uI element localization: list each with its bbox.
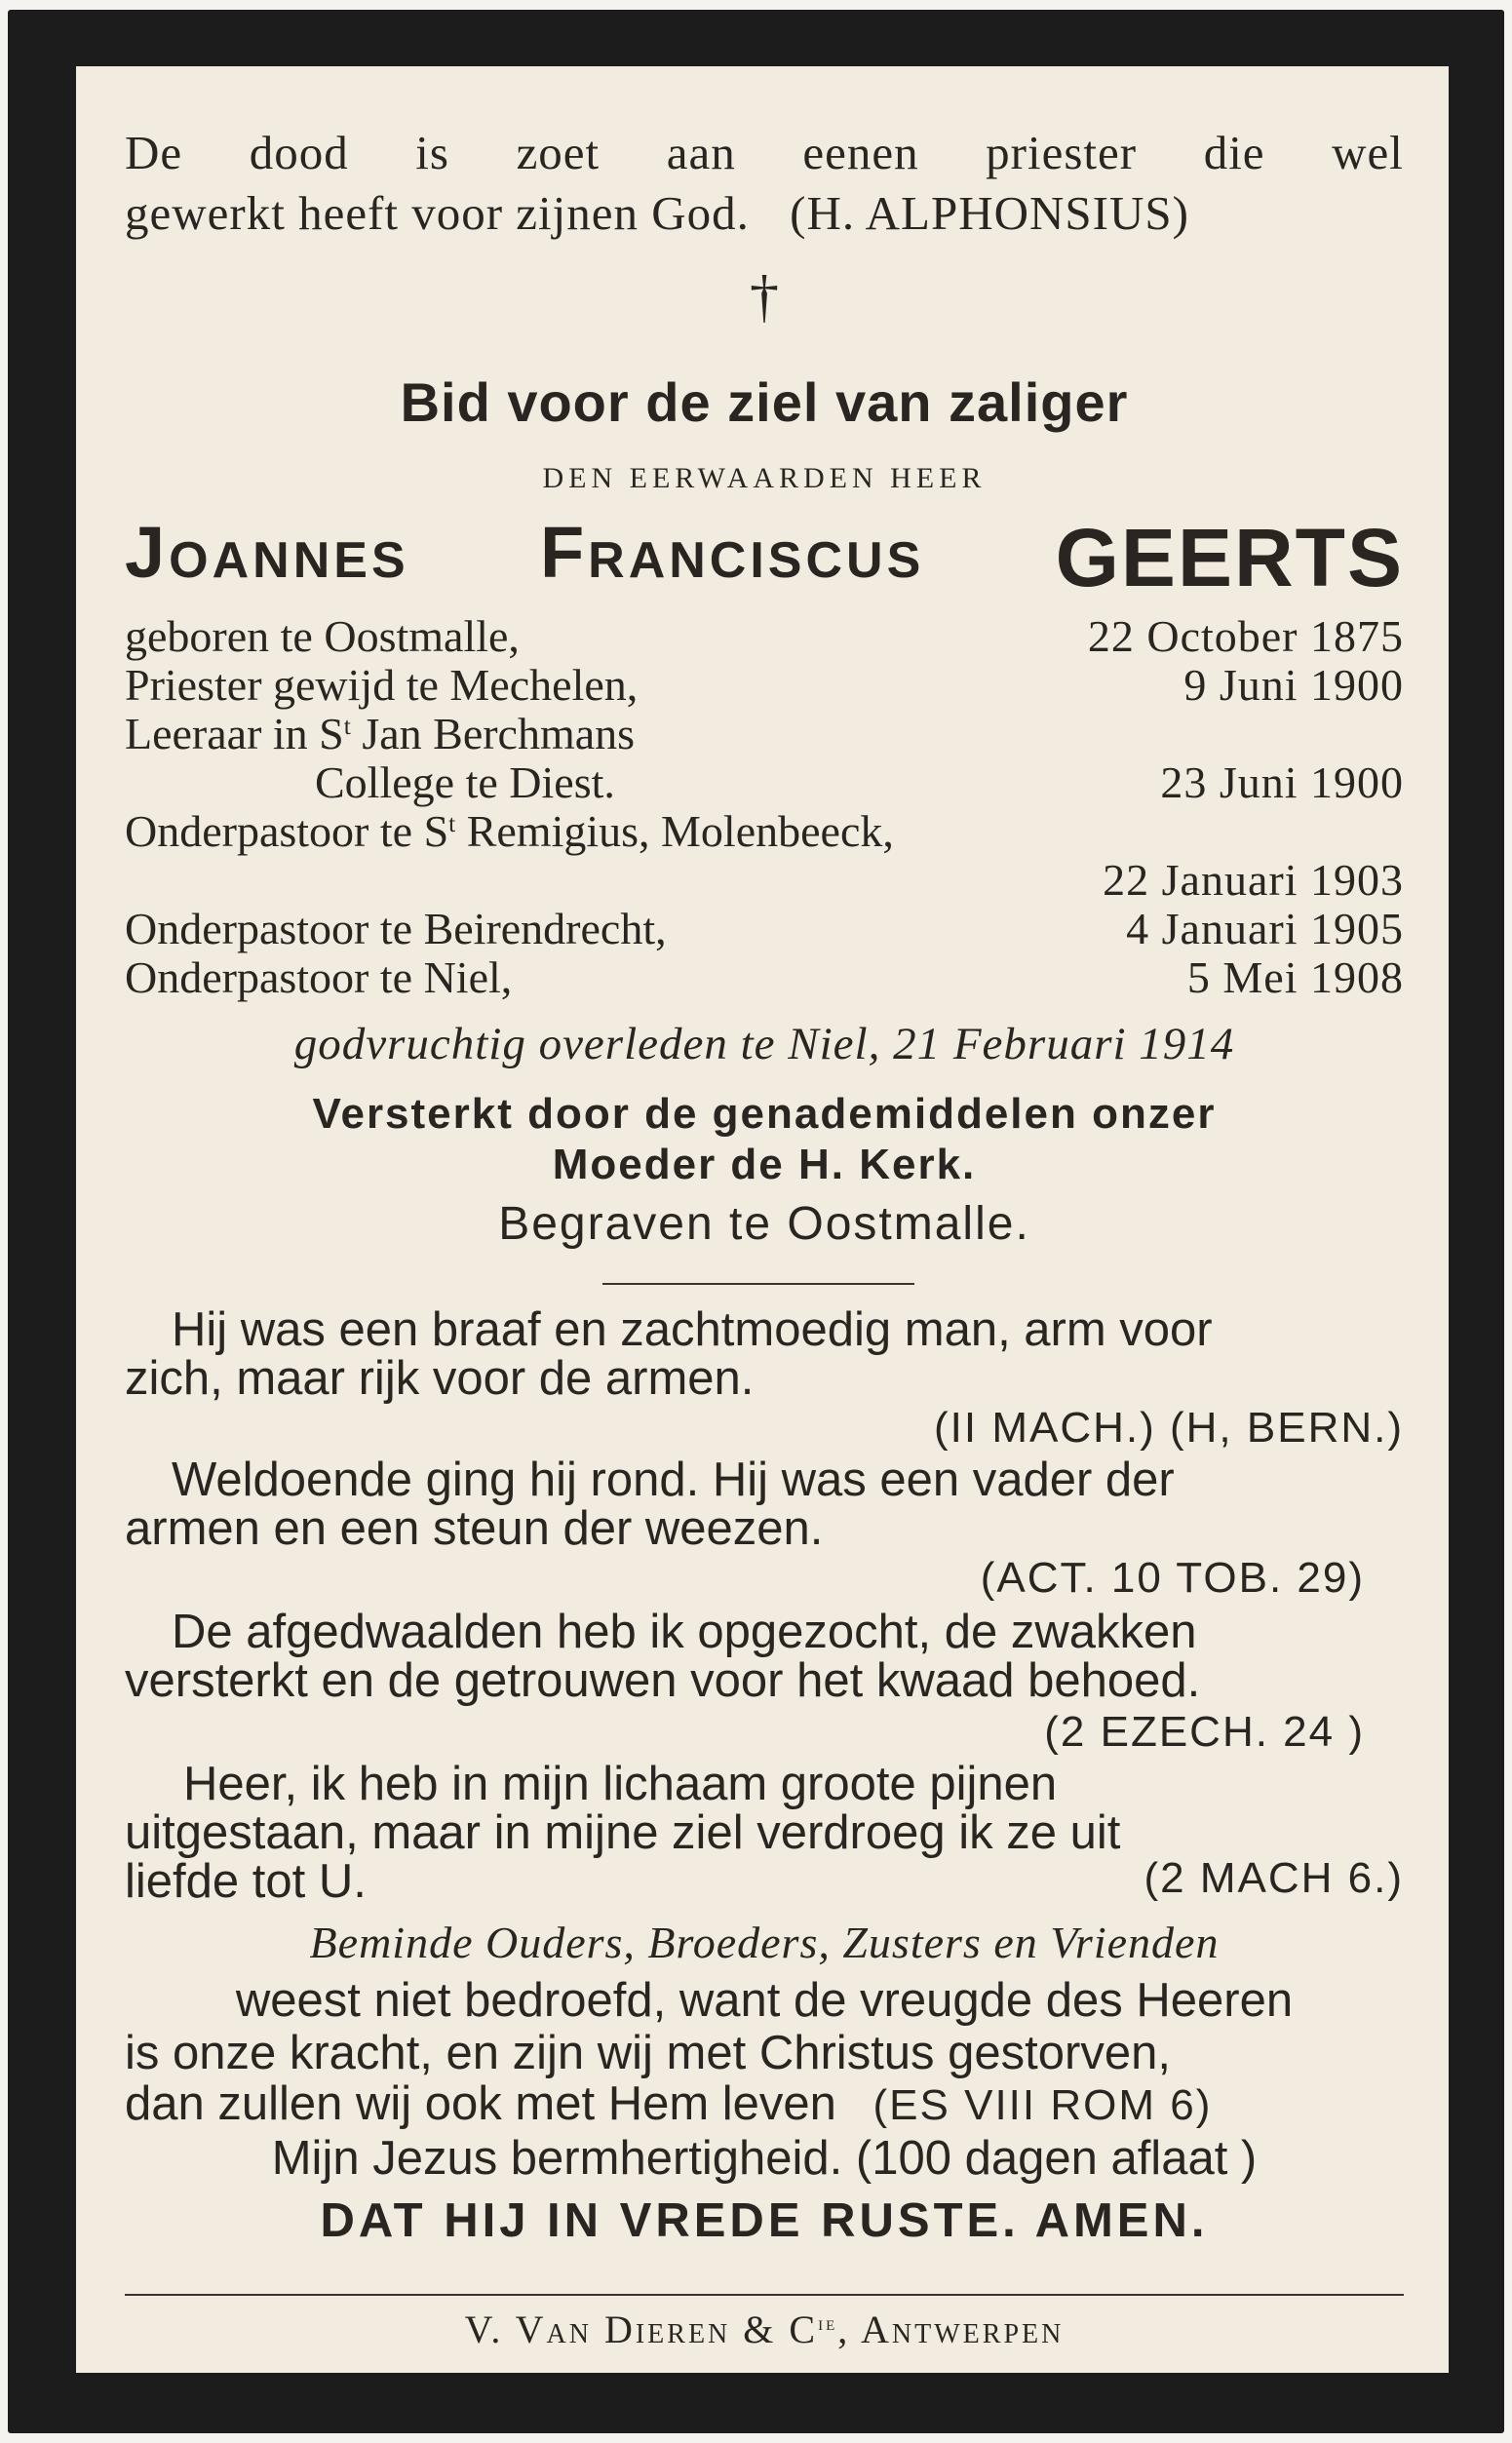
verse-3-line-2: versterkt en de getrouwen voor het kwaad behoed. [125, 1654, 1201, 1707]
verse-5-line-1: weest niet bedroefd, want de vreugde des Heeren [235, 1974, 1294, 2027]
printer-credit [125, 2307, 1404, 2352]
career-label: Leeraar in S [125, 709, 344, 758]
career-date: 23 Juni 1900 [1160, 757, 1404, 807]
verse-4-line-1 [125, 1757, 1404, 1811]
quote-line-2 [125, 185, 1404, 241]
prayer-indulgence: Mijn Jezus bermhertigheid. (100 dagen aflaat ) [271, 2132, 1258, 2185]
verse-4-line-3 [125, 1854, 1404, 1909]
verse-3-ref [125, 1708, 1404, 1757]
divider [602, 1283, 914, 1285]
career-label: Onderpastoor te S [125, 806, 449, 856]
quote-word: is [415, 126, 449, 179]
quote-word: wel [1332, 126, 1404, 179]
career-teacher [125, 708, 1404, 759]
printer-sup: ie [818, 2309, 838, 2335]
quote-word: eenen [802, 126, 919, 179]
career-born [125, 610, 1404, 662]
quote-word: De [125, 126, 183, 179]
verse-1-line-1 [125, 1302, 1404, 1357]
career-niel [125, 951, 1404, 1003]
verse-2-ref [125, 1554, 1404, 1603]
printer-name: V. Van Dieren & C [464, 2307, 819, 2351]
career-label-sup: t [448, 809, 456, 837]
verse-ref: (ACT. 10 TOB. 29) [980, 1554, 1365, 1602]
verse-3-line-1 [125, 1605, 1404, 1659]
career-label: geboren te Oostmalle, [125, 611, 520, 661]
verse-1-ref: (II MACH.) (H, BERN.) [934, 1404, 1404, 1452]
verse-text: Heer, ik heb in mijn lichaam groote pijnen [183, 1758, 1058, 1810]
career-date: 4 Januari 1905 [1126, 904, 1404, 953]
sacraments-line-1: Versterkt door de genademiddelen onzer [312, 1090, 1217, 1138]
verse-text: liefde tot U. [125, 1855, 367, 1908]
deceased-name [125, 511, 1404, 605]
middle-name: Franciscus [539, 512, 925, 593]
career-label: Priester gewijd te Mechelen, [125, 660, 639, 710]
career-date: 5 Mei 1908 [1186, 952, 1404, 1002]
career-remigius-date [125, 854, 1404, 906]
verse-text: Hij was een braaf en zachtmoedig man, arm voor [172, 1303, 1213, 1356]
verse-4-line-2: uitgestaan, maar in mijne ziel verdroeg ik ze uit [125, 1806, 1121, 1859]
cross-icon: † [750, 264, 779, 329]
career-label: Remigius, Molenbeeck, [455, 806, 894, 856]
career-label: College te Diest. [315, 757, 615, 807]
verse-ref: (2 MACH 6.) [1144, 1854, 1404, 1902]
quote-word: aan [666, 126, 736, 179]
verse-5-line-2: is onze kracht, en zijn wij met Christus gestorven, [125, 2027, 1171, 2079]
prayer-heading: Bid voor de ziel van zaliger [400, 371, 1129, 433]
verse-1-line-2: zich, maar rijk voor de armen. [125, 1352, 755, 1405]
address-line: Beminde Ouders, Broeders, Zusters en Vrienden [309, 1918, 1220, 1967]
first-name: Joannes [125, 512, 409, 593]
verse-ref: (ES VIII ROM 6) [872, 2081, 1213, 2129]
honorific-title: DEN EERWAARDEN HEER [542, 462, 987, 494]
career-ordained [125, 659, 1404, 711]
verse-text: dan zullen wij ook met Hem leven [125, 2077, 836, 2130]
quote-text: gewerkt heeft voor zijnen God. [125, 186, 750, 240]
burial-place: Begraven te Oostmalle. [498, 1198, 1030, 1250]
quote-source: (H. ALPHONSIUS) [790, 186, 1189, 240]
career-date: 22 October 1875 [1087, 611, 1404, 661]
career-beirendrecht [125, 903, 1404, 954]
memorial-card [76, 66, 1449, 2373]
quote-word: die [1203, 126, 1265, 179]
career-college [125, 756, 1404, 808]
verse-ref: (2 EZECH. 24 ) [1044, 1708, 1365, 1756]
verse-2-line-1 [125, 1453, 1404, 1507]
quote-word: zoet [516, 126, 601, 179]
surname: GEERTS [1055, 512, 1404, 603]
career-remigius [125, 805, 1404, 857]
footer-divider [125, 2294, 1404, 2296]
quote-line-1 [125, 125, 1404, 180]
career-label: Onderpastoor te Niel, [125, 952, 513, 1002]
printer-city: , Antwerpen [837, 2307, 1065, 2351]
verse-text: De afgedwaalden heb ik opgezocht, de zwakken [172, 1606, 1197, 1658]
verse-text: Weldoende ging hij rond. Hij was een vader der [172, 1454, 1175, 1506]
career-label: Jan Berchmans [350, 709, 636, 758]
quote-word: dood [249, 126, 349, 179]
closing-amen: DAT HIJ IN VREDE RUSTE. AMEN. [320, 2194, 1209, 2247]
career-date: 9 Juni 1900 [1183, 660, 1404, 710]
death-notice: godvruchtig overleden te Niel, 21 Februari 1914 [293, 1019, 1235, 1069]
career-label-sup: t [343, 712, 351, 740]
quote-word: priester [986, 126, 1138, 179]
verse-5-line-3 [125, 2076, 1404, 2131]
career-label: Onderpastoor te Beirendrecht, [125, 904, 667, 953]
verse-2-line-2: armen en een steun der weezen. [125, 1502, 824, 1555]
sacraments-line-2: Moeder de H. Kerk. [552, 1141, 977, 1188]
career-date: 22 Januari 1903 [1103, 855, 1404, 905]
